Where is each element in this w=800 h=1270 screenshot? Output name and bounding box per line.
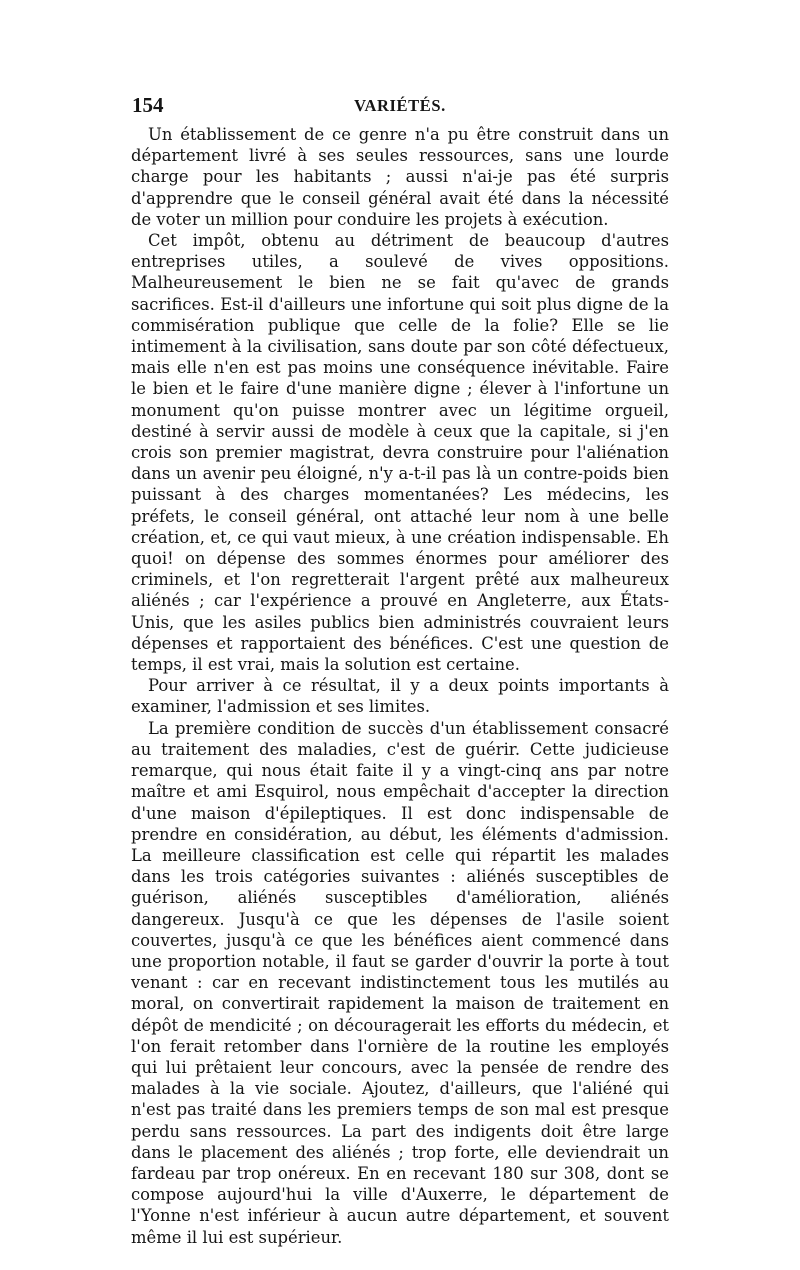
paragraph-tax-opposition: Cet impôt, obtenu au détriment de beaucoup d'autres entreprises utiles, a soulevé de vives oppositions. Malheureusement le bien ne se fait qu'avec de grands sacrifices. Est-il d'ailleurs une infortune qui soit plus digne de la commisération publique que celle de la folie? Elle se lie intimement à la civilisation, sans doute par son côté défectueux, mais elle n'en est pas moins une conséquence inévitable. Faire le bien et le faire d'une manière digne ; élever à l'infortune un monument qu'on puisse montrer avec un légitime orgueil, destiné à servir aussi de modèle à ceux que la capitale, si j'en crois son premier magistrat, devra construire pour l'aliénation dans un avenir peu éloigné, n'y a-t-il pas là un contre-poids bien puissant à des charges momentanées? Les médecins, les préfets, le conseil général, ont attaché leur nom à une belle création, et, ce qui vaut mieux, à une création indispensable. Eh quoi! on dépense des sommes énormes pour améliorer des criminels, et l'on regretterait l'argent prêté aux malheureux aliénés ; car l'expérience a prouvé en Angleterre, aux États-Unis, que les asiles publics bien administrés couvraient leurs dépenses et rapportaient des bénéfices. C'est une question de temps, il est vrai, mais la solution est certaine. (131, 231, 669, 675)
paragraph-two-points: Pour arriver à ce résultat, il y a deux points importants à examiner, l'admission et ses limites. (131, 676, 669, 717)
page-header (126, 93, 674, 117)
paragraph-admission-conditions: La première condition de succès d'un établissement consacré au traitement des maladies, c'est de guérir. Cette judicieuse remarque, qui nous était faite il y a vingt-cinq ans par notre maître et ami Esquirol, nous empêchait d'accepter la direction d'une maison d'épileptiques. Il est donc indispensable de prendre en considération, au début, les éléments d'admission. La meilleure classification est celle qui répartit les malades dans les trois catégories suivantes : aliénés susceptibles de guérison, aliénés susceptibles d'amélioration, aliénés dangereux. Jusqu'à ce que les dépenses de l'asile soient couvertes, jusqu'à ce que les bénéfices aient commencé dans une proportion notable, il faut se garder d'ouvrir la porte à tout venant : car en recevant indistinctement tous les mutilés au moral, on convertirait rapidement la maison de traitement en dépôt de mendicité ; on découragerait les efforts du médecin, et l'on ferait retomber dans l'ornière de la routine les employés qui lui prêtaient leur concours, avec la pensée de rendre des malades à la vie sociale. Ajoutez, d'ailleurs, que l'aliéné qui n'est pas traité dans les premiers temps de son mal est presque perdu sans ressources. La part des indigents doit être large dans le placement des aliénés ; trop forte, elle deviendrait un fardeau par trop onéreux. En en recevant 180 sur 308, dont se compose aujourd'hui la ville d'Auxerre, le département de l'Yonne n'est inférieur à aucun autre département, et souvent même il lui est supérieur. (131, 718, 669, 1247)
running-head: VARIÉTÉS. (354, 96, 446, 115)
body-text (131, 124, 669, 1248)
page-number: 154 (132, 93, 164, 117)
paragraph-building-cost: Un établissement de ce genre n'a pu être construit dans un département livré à ses seules ressources, sans une lourde charge pour les habitants ; aussi n'ai-je pas été surpris d'apprendre que le conseil général avait été dans la nécessité de voter un million pour conduire les projets à exécution. (131, 125, 669, 229)
